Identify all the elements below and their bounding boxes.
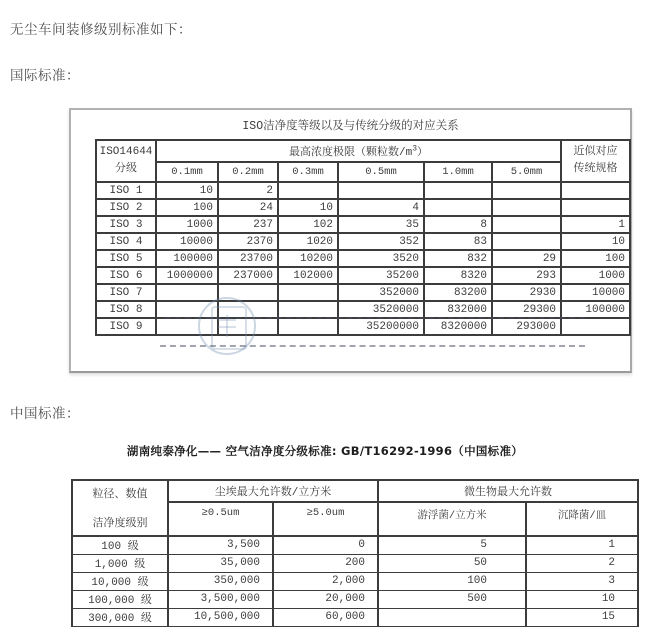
table-cell [561, 199, 630, 216]
table-cell: 10,000 级 [72, 572, 168, 590]
table-cell [156, 318, 218, 335]
table-cell [156, 284, 218, 301]
table-cell: 100 [378, 572, 526, 590]
table-cell: 102000 [278, 267, 338, 284]
table-cell: 100000 [156, 250, 218, 267]
table-row [96, 250, 630, 267]
iso-header-row-sizes [96, 162, 630, 182]
table-cell: 8 [424, 216, 492, 233]
table-row [96, 301, 630, 318]
table-cell [218, 284, 278, 301]
cubic-meter-superscript: 3 [412, 144, 418, 154]
table-cell: 0 [273, 536, 378, 554]
table-cell [424, 182, 492, 199]
table-cell: 3,500 [168, 536, 273, 554]
table-cell: 10000 [561, 284, 630, 301]
particle-size-header: 1.0mm [424, 162, 492, 182]
table-cell: 8320 [424, 267, 492, 284]
microbe-group-header: 微生物最大允许数 [378, 480, 638, 502]
table-cell [338, 182, 424, 199]
table-row [96, 199, 630, 216]
table-row [96, 233, 630, 250]
table-cell [492, 216, 561, 233]
table-cell [492, 233, 561, 250]
table-cell [561, 318, 630, 335]
table-cell: 1 [526, 536, 638, 554]
table-cell: 100,000 级 [72, 590, 168, 608]
table-cell [492, 182, 561, 199]
table-cell: 102 [278, 216, 338, 233]
table-cell: 29300 [492, 301, 561, 318]
iso-classification-header-line1: ISO14644 [99, 145, 153, 158]
table-cell [218, 301, 278, 318]
table-cell: 300,000 级 [72, 608, 168, 626]
table-cell: 1 [561, 216, 630, 233]
traditional-spec-header [561, 140, 630, 182]
particle-size-header: 5.0mm [492, 162, 561, 182]
table-cell: 83 [424, 233, 492, 250]
table-row [72, 590, 638, 608]
table-cell: 1,000 级 [72, 554, 168, 572]
table-cell: 60,000 [273, 608, 378, 626]
cn-table-title: 湖南纯泰净化—— 空气洁净度分级标准: GB/T16292-1996（中国标准） [126, 444, 524, 458]
table-row [96, 284, 630, 301]
table-cell: ISO 2 [96, 199, 156, 216]
table-cell: 293000 [492, 318, 561, 335]
iso-classification-header [96, 140, 156, 182]
table-cell: 10000 [156, 233, 218, 250]
table-cell: 1000 [156, 216, 218, 233]
table-cell: ISO 4 [96, 233, 156, 250]
table-cell: 35,000 [168, 554, 273, 572]
particle-size-header: 0.2mm [218, 162, 278, 182]
table-cell [278, 318, 338, 335]
section-china-label: 中国标准： [10, 406, 80, 422]
airborne-microbe-header: 游浮菌/立方米 [378, 502, 526, 536]
table-cell: 1000 [561, 267, 630, 284]
table-cell: 2 [526, 554, 638, 572]
cn-header-row-groups [72, 480, 638, 502]
table-cell [278, 182, 338, 199]
table-cell [492, 199, 561, 216]
corner-header-line2: 洁净度级别 [92, 518, 148, 530]
table-cell: 100 级 [72, 536, 168, 554]
table-cell: 5 [378, 536, 526, 554]
table-cell: 350,000 [168, 572, 273, 590]
iso-table-body [96, 182, 630, 335]
dust-size-header: ≥0.5um [168, 502, 273, 536]
table-cell: 100000 [561, 301, 630, 318]
table-cell: 237000 [218, 267, 278, 284]
table-cell: ISO 8 [96, 301, 156, 318]
table-cell: 237 [218, 216, 278, 233]
max-concentration-header-close: ） [417, 147, 429, 159]
iso-standard-table [95, 139, 631, 336]
table-cell [424, 199, 492, 216]
table-cell [218, 318, 278, 335]
table-cell: 10 [561, 233, 630, 250]
iso-table-title: ISO洁净度等级以及与传统分级的对应关系 [242, 120, 459, 133]
traditional-spec-header-line2: 传统规格 [573, 163, 618, 175]
table-row [96, 267, 630, 284]
table-cell [278, 284, 338, 301]
table-cell: 20,000 [273, 590, 378, 608]
table-row [72, 608, 638, 626]
table-cell: 352000 [338, 284, 424, 301]
table-cell: 1000000 [156, 267, 218, 284]
table-cell: 100 [156, 199, 218, 216]
table-cell [278, 301, 338, 318]
settling-microbe-header: 沉降菌/皿 [526, 502, 638, 536]
table-cell: 10 [278, 199, 338, 216]
table-cell: ISO 9 [96, 318, 156, 335]
dust-size-header: ≥5.0um [273, 502, 378, 536]
table-cell: ISO 5 [96, 250, 156, 267]
particle-size-header: 0.5mm [338, 162, 424, 182]
table-cell: 35200 [338, 267, 424, 284]
table-row [72, 554, 638, 572]
table-cell: ISO 3 [96, 216, 156, 233]
table-cell: 50 [378, 554, 526, 572]
table-cell [561, 182, 630, 199]
table-cell: 100 [561, 250, 630, 267]
table-cell: 3520000 [338, 301, 424, 318]
cn-table-body [72, 536, 638, 626]
table-cell: 1020 [278, 233, 338, 250]
table-cell: 23700 [218, 250, 278, 267]
section-international-label: 国际标准： [10, 68, 80, 84]
traditional-spec-header-line1: 近似对应 [573, 145, 618, 158]
table-cell [378, 608, 526, 626]
iso-header-row-groups [96, 140, 630, 162]
iso-classification-header-line2: 分级 [115, 163, 137, 175]
table-cell: 83200 [424, 284, 492, 301]
table-cell: 29 [492, 250, 561, 267]
table-cell: 35200000 [338, 318, 424, 335]
table-row [72, 572, 638, 590]
max-concentration-header [156, 140, 561, 162]
dust-group-header: 尘埃最大允许数/立方米 [168, 480, 378, 502]
table-cell: 3 [526, 572, 638, 590]
table-cell: 10 [526, 590, 638, 608]
cn-standard-table [71, 479, 639, 627]
table-cell: 8320000 [424, 318, 492, 335]
particle-size-header: 0.1mm [156, 162, 218, 182]
table-cell: ISO 7 [96, 284, 156, 301]
intro-text: 无尘车间装修级别标准如下： [10, 22, 192, 38]
table-cell [156, 301, 218, 318]
particle-level-corner-header [72, 480, 168, 536]
table-cell: 832000 [424, 301, 492, 318]
corner-header-line1: 粒径、数值 [92, 489, 148, 501]
table-cell: 3,500,000 [168, 590, 273, 608]
table-row [96, 182, 630, 199]
max-concentration-header-text: 最高浓度极限（颗粒数/m [289, 147, 413, 159]
table-cell: 200 [273, 554, 378, 572]
particle-size-header: 0.3mm [278, 162, 338, 182]
table-cell: 3520 [338, 250, 424, 267]
table-cell: ISO 1 [96, 182, 156, 199]
table-cell: ISO 6 [96, 267, 156, 284]
iso-table-panel [69, 108, 632, 373]
table-cell: 2370 [218, 233, 278, 250]
table-cell: 500 [378, 590, 526, 608]
table-cell: 15 [526, 608, 638, 626]
table-cell: 293 [492, 267, 561, 284]
table-row [96, 216, 630, 233]
table-row [72, 536, 638, 554]
table-cell: 352 [338, 233, 424, 250]
table-cell: 2 [218, 182, 278, 199]
table-cell: 10200 [278, 250, 338, 267]
table-cell: 10 [156, 182, 218, 199]
table-cell: 832 [424, 250, 492, 267]
table-cell: 2930 [492, 284, 561, 301]
table-cell: 10,500,000 [168, 608, 273, 626]
table-cell: 4 [338, 199, 424, 216]
table-cell: 24 [218, 199, 278, 216]
table-cell: 2,000 [273, 572, 378, 590]
table-cell: 35 [338, 216, 424, 233]
table-row [96, 318, 630, 335]
